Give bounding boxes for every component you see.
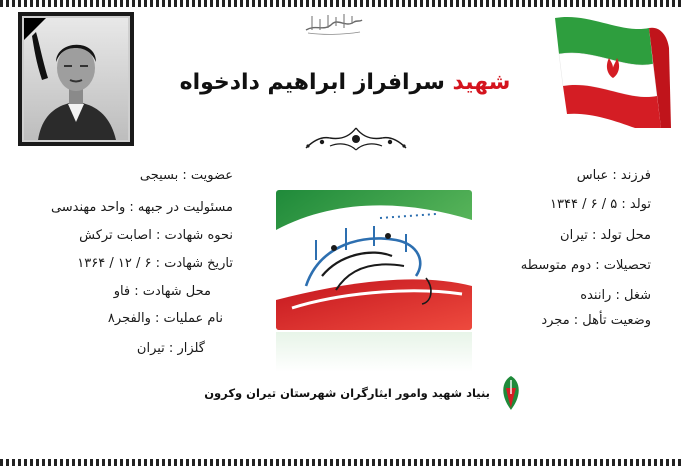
info-martyrdom-place: محل شهادت : فاو [113, 284, 211, 299]
portrait-photo-icon [24, 18, 128, 140]
ornament-divider-icon [300, 122, 412, 156]
info-birth-place: محل تولد : تیران [560, 228, 651, 243]
info-cemetery: گلزار : تیران [136, 341, 205, 356]
martyr-name: سرافراز ابراهیم دادخواه [179, 70, 445, 95]
info-martyrdom-date: تاریخ شهادت : ۶ / ۱۲ / ۱۳۶۴ [77, 256, 233, 271]
emblem-reflection [276, 332, 472, 372]
info-education: تحصیلات : دوم متوسطه [520, 258, 651, 273]
foundation-name: بنیاد شهید وامور ایثارگران شهرستان تیران وکرون [204, 386, 490, 400]
info-martyrdom-cause: نحوه شهادت : اصابت ترکش [79, 228, 233, 243]
info-front-role: مسئولیت در جبهه : واحد مهندسی [50, 200, 233, 215]
martyr-portrait [22, 16, 130, 142]
basmala-calligraphy [302, 10, 364, 36]
martyr-foundation-logo-icon [498, 374, 524, 412]
info-membership: عضویت : بسیجی [139, 168, 233, 183]
info-occupation: شغل : راننده [580, 288, 651, 303]
martyr-prefix: شهید [452, 70, 511, 95]
martyr-portrait-frame [18, 12, 134, 146]
martyr-title [160, 70, 530, 95]
info-operation-name: نام عملیات : والفجر۸ [107, 311, 223, 326]
info-marital-status: وضعیت تأهل : مجرد [541, 313, 651, 328]
bottom-decorative-border [0, 459, 681, 466]
basij-calligraphy-icon [276, 190, 472, 330]
info-father: فرزند : عباس [576, 168, 651, 183]
iran-flag-icon [549, 4, 675, 128]
info-birth-date: تولد : ۵ / ۶ / ۱۳۴۴ [550, 197, 651, 212]
basij-emblem-card [276, 190, 472, 330]
